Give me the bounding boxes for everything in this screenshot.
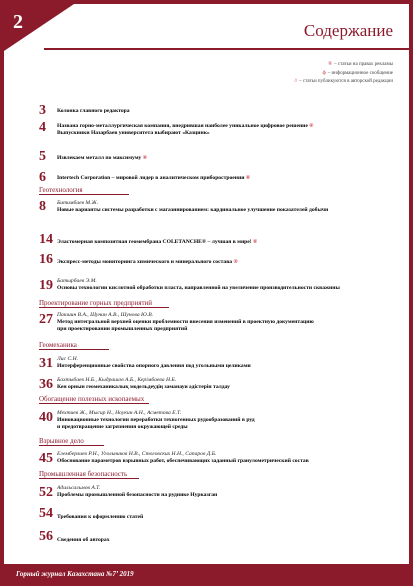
section-rule [39,349,109,350]
entry-page-number: 4 [39,120,46,135]
entry-page-number: 14 [39,232,53,247]
entry-page-number: 54 [39,506,53,521]
entry-title: Метод интегральной верхней оценки проблемности внесения изменений в проектную документацию [57,319,314,326]
entry-page-number: 5 [39,149,46,164]
entry-author: Мехтиев Ж., Мысир Н., Ноукин А.Н., Асметова Е.Т. [57,410,182,416]
ad-mark-icon: ® [253,239,258,245]
ad-mark-icon: ® [309,123,314,129]
page-number: 2 [13,11,23,33]
entry-page-number: 19 [39,278,53,293]
legend-item: ® – статьи на правах рекламы [328,62,393,67]
entry-title-2: и предотвращение загрязнения окружающей среды [57,424,188,431]
entry-page-number: 36 [39,377,53,392]
entry-page-number: 16 [39,252,53,267]
entry-page-number: 8 [39,199,46,214]
entry-title-2: Выпускники Назарбаев университета выбирают «Казцинк» [57,130,210,137]
ad-mark-icon: ® [245,175,251,181]
entry-page-number: 6 [39,170,46,185]
section-heading: Обогащение полезных ископаемых [39,395,145,403]
legend [294,61,393,87]
entry-author: Адильсальмов А.Т. [57,485,101,491]
entry-title: Эластомерная композитная геомембрана COLETANCHE® – лучшая в мире! ® [57,239,258,245]
section-heading: Промышленная безопасность [39,470,128,478]
entry-author: Бахтыбаев Н.Б., Кыдрашов А.Б., Керімбаева Н.Б. [57,377,177,383]
entry-page-number: 40 [39,410,53,425]
entry-title-2: при проектировании промышленных предприятий [57,326,188,333]
entry-title: Экспресс-методы мониторинга химического и минерального состава ® [57,259,238,265]
footer-journal-name: Горный журнал Казахстана №7’ 2019 [16,570,134,578]
section-heading: Взрывное дело [39,437,84,445]
entry-page-number: 52 [39,485,53,500]
entry-page-number: 31 [39,356,53,371]
entry-title: Обоснование параметров взрывных работ, обеспечивающих заданный гранулометрический состав [57,458,309,465]
entry-title: Сведения об авторах [57,537,110,543]
author-edition-mark-icon: // [294,79,298,84]
entry-title: Проблемы промышленной безопасности на руднике Нурказган [57,492,218,499]
entry-page-number: 56 [39,529,53,544]
entry-author: Битимбаев М.Ж. [57,200,99,206]
entry-page-number: 27 [39,312,53,327]
entry-author: Пакшин В.А., Шунин А.В., Шунова Ю.В. [57,312,154,318]
ad-mark-icon: ® [142,155,147,161]
entry-title: Инновационные технологии переработки техногенных рудообразований в руд [57,417,255,424]
section-rule [39,403,149,404]
ad-mark-icon: ® [328,62,333,67]
entry-author: Батырбаев Э.М. [57,278,97,284]
section-rule [39,445,104,446]
entry-page-number: 3 [39,103,46,118]
entry-title: Intertech Corporation – мировой лидер в аналитическом приборостроении ® [57,175,251,181]
section-heading: Геотехнология [39,186,83,194]
legend-item: ф – информационное сообщение [322,70,393,76]
entry-title: Колонка главного редактора [57,108,130,114]
entry-title: Извлекаем металл по максимуму ® [57,155,147,161]
entry-title: Кен орнын геомеханикалық модельдеудің заманауи әдістерін талдау [57,384,230,391]
entry-title: Названа горно-металлургическая компания, внедрившая наиболее уникальное цифровое решение ® [57,123,314,129]
section-heading: Геомеханика [39,341,77,349]
entry-author: Лис С.Н. [57,356,79,362]
entry-page-number: 45 [39,451,53,466]
page-title: Содержание [303,21,393,40]
header-rule [44,48,409,50]
entry-title: Требования к оформлению статей [57,514,144,520]
entry-title: Новые варианты системы разработки с магазинированием: кардинальное улучшение показателей добычи [57,207,329,214]
ad-mark-icon: ® [233,259,238,265]
entry-title: Интерференционные свойства опорного давления под угольными целиками [57,363,251,370]
entry-author: Елемберлиев Р.Н., Угольников Н.В., Стоговских Н.Н., Сапаров Д.Б. [57,451,217,457]
entry-title: Основы технологии кислотной обработки пласта, направленной на увеличение производительности скважины [57,285,340,292]
section-rule [39,478,139,479]
section-rule [39,194,129,195]
section-rule [39,307,169,308]
legend-item: // – статьи публикуются в авторской редакции [294,79,393,84]
section-heading: Проектирование горных предприятий [39,299,153,307]
info-mark-icon: ф [322,70,326,76]
